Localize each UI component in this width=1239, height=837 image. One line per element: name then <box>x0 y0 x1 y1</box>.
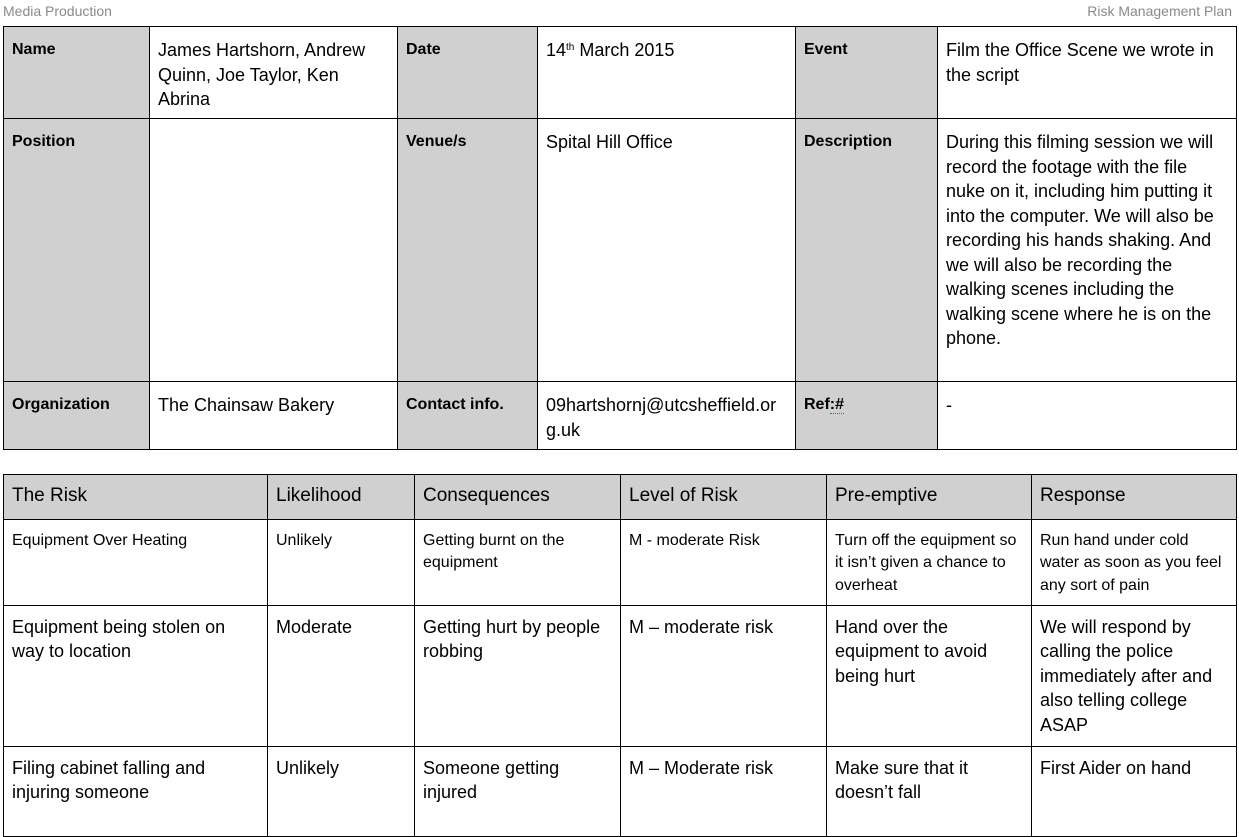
name-label: Name <box>4 27 150 119</box>
date-label: Date <box>398 27 538 119</box>
consequences-cell: Getting hurt by people robbing <box>415 605 621 746</box>
organization-label: Organization <box>4 382 150 450</box>
pre-emptive-cell: Hand over the equipment to avoid being hurt <box>827 605 1032 746</box>
risk-table <box>3 474 1237 837</box>
header-pre-emptive: Pre-emptive <box>827 475 1032 520</box>
level-cell: M – Moderate risk <box>621 746 827 836</box>
header-response: Response <box>1032 475 1237 520</box>
ref-label <box>796 382 938 450</box>
ref-label-text: Ref <box>804 396 830 413</box>
table-row <box>4 746 1237 836</box>
likelihood-cell: Unlikely <box>268 746 415 836</box>
contact-label: Contact info. <box>398 382 538 450</box>
likelihood-cell: Moderate <box>268 605 415 746</box>
date-rest: March 2015 <box>574 40 675 60</box>
venue-label: Venue/s <box>398 119 538 382</box>
table-row <box>4 605 1237 746</box>
date-day: 14 <box>546 40 567 60</box>
risk-cell: Filing cabinet falling and injuring someone <box>4 746 268 836</box>
header-right: Risk Management Plan <box>1087 3 1232 19</box>
date-value <box>538 27 796 119</box>
likelihood-cell: Unlikely <box>268 519 415 605</box>
level-cell: M - moderate Risk <box>621 519 827 605</box>
ref-label-symbol: :# <box>829 396 845 413</box>
organization-value: The Chainsaw Bakery <box>150 382 398 450</box>
ref-value: - <box>938 382 1237 450</box>
response-cell: Run hand under cold water as soon as you feel any sort of pain <box>1032 519 1237 605</box>
venue-value: Spital Hill Office <box>538 119 796 382</box>
info-table <box>3 26 1237 450</box>
header-consequences: Consequences <box>415 475 621 520</box>
description-label: Description <box>796 119 938 382</box>
header-level-of-risk: Level of Risk <box>621 475 827 520</box>
header-likelihood: Likelihood <box>268 475 415 520</box>
header-left: Media Production <box>3 3 112 19</box>
risk-cell: Equipment Over Heating <box>4 519 268 605</box>
consequences-cell: Someone getting injured <box>415 746 621 836</box>
contact-value: 09hartshornj@utcsheffield.org.uk <box>538 382 796 450</box>
risk-cell: Equipment being stolen on way to location <box>4 605 268 746</box>
pre-emptive-cell: Turn off the equipment so it isn’t given a chance to overheat <box>827 519 1032 605</box>
consequences-cell: Getting burnt on the equipment <box>415 519 621 605</box>
position-value <box>150 119 398 382</box>
position-label: Position <box>4 119 150 382</box>
event-label: Event <box>796 27 938 119</box>
name-value: James Hartshorn, Andrew Quinn, Joe Taylor, Ken Abrina <box>150 27 398 119</box>
pre-emptive-cell: Make sure that it doesn’t fall <box>827 746 1032 836</box>
table-row <box>4 519 1237 605</box>
response-cell: First Aider on hand <box>1032 746 1237 836</box>
level-cell: M – moderate risk <box>621 605 827 746</box>
description-value: During this filming session we will record the footage with the file nuke on it, including him putting it into the computer. We will also be recording his hands shaking. And we will also be recording the walking scenes including the walking scene where he is on the phone. <box>938 119 1237 382</box>
response-cell: We will respond by calling the police immediately after and also telling college ASAP <box>1032 605 1237 746</box>
date-suffix: th <box>566 42 575 53</box>
risk-header-row <box>4 475 1237 520</box>
event-value: Film the Office Scene we wrote in the script <box>938 27 1237 119</box>
header-the-risk: The Risk <box>4 475 268 520</box>
